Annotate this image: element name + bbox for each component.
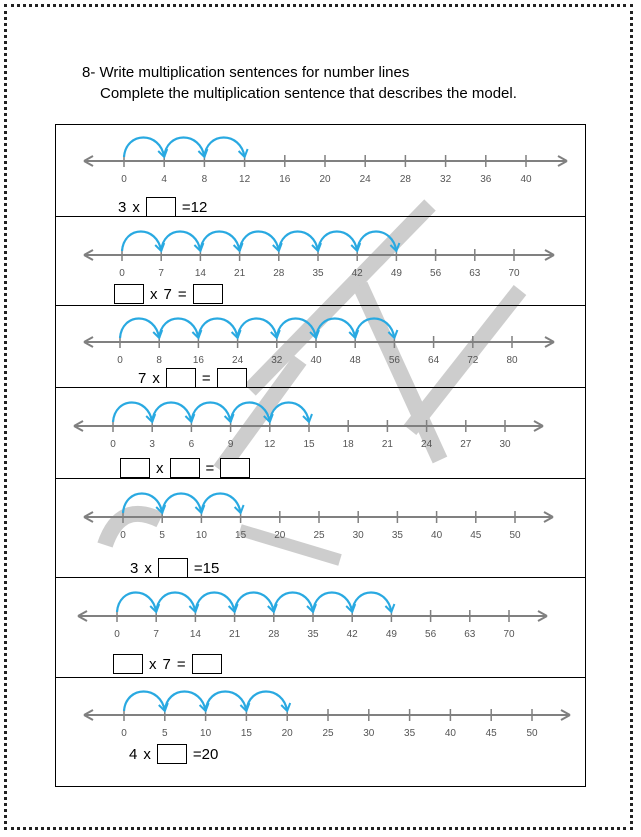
tick-label: 24 xyxy=(232,355,244,366)
tick-label: 20 xyxy=(281,728,293,739)
jump-arc xyxy=(274,593,313,613)
jump-arc xyxy=(231,403,270,423)
sentence-text: 4 xyxy=(129,745,138,763)
tick-label: 16 xyxy=(192,355,204,366)
number-line-row xyxy=(56,217,585,306)
jump-arc xyxy=(161,232,200,252)
tick-label: 28 xyxy=(268,629,280,640)
tick-label: 63 xyxy=(464,629,476,640)
tick-label: 12 xyxy=(264,439,276,450)
jump-arc xyxy=(159,319,198,339)
answer-box[interactable] xyxy=(192,654,222,674)
multiplication-sentence xyxy=(118,197,207,217)
tick-label: 0 xyxy=(120,530,126,541)
tick-label: 7 xyxy=(158,268,164,279)
tick-label: 30 xyxy=(499,439,511,450)
tick-label: 42 xyxy=(351,268,363,279)
answer-box[interactable] xyxy=(113,654,143,674)
sentence-text: = xyxy=(201,369,211,387)
tick-label: 35 xyxy=(307,629,319,640)
tick-label: 24 xyxy=(359,174,371,185)
tick-label: 15 xyxy=(235,530,247,541)
tick-label: 35 xyxy=(391,530,403,541)
jump-arc xyxy=(235,593,274,613)
tick-label: 63 xyxy=(469,268,481,279)
tick-label: 10 xyxy=(195,530,207,541)
tick-label: 56 xyxy=(430,268,442,279)
jump-arc xyxy=(316,319,355,339)
sentence-text: 7 xyxy=(162,655,171,673)
number-line-table xyxy=(55,124,586,787)
tick-label: 25 xyxy=(322,728,334,739)
jump-arc xyxy=(122,232,161,252)
answer-box[interactable] xyxy=(157,744,187,764)
tick-label: 0 xyxy=(119,268,125,279)
tick-label: 14 xyxy=(194,268,206,279)
tick-label: 25 xyxy=(313,530,325,541)
tick-label: 5 xyxy=(162,728,168,739)
multiplication-sentence xyxy=(113,654,222,674)
tick-label: 20 xyxy=(319,174,331,185)
jump-arc xyxy=(270,403,309,423)
answer-box[interactable] xyxy=(158,558,188,578)
tick-label: 80 xyxy=(506,355,518,366)
sentence-text: x xyxy=(149,655,157,673)
tick-label: 21 xyxy=(381,439,393,450)
tick-label: 0 xyxy=(110,439,116,450)
tick-label: 30 xyxy=(363,728,375,739)
jump-arc xyxy=(318,232,357,252)
jump-arc xyxy=(355,319,394,339)
sentence-text: =15 xyxy=(193,559,220,577)
tick-label: 72 xyxy=(467,355,479,366)
tick-label: 15 xyxy=(303,439,315,450)
jump-arc xyxy=(198,319,237,339)
number-line-row xyxy=(56,578,585,678)
tick-label: 12 xyxy=(239,174,251,185)
instruction-subtitle: Complete the multiplication sentence that describes the model. xyxy=(100,85,517,102)
sentence-text: = xyxy=(177,285,187,303)
number-line-row xyxy=(56,678,585,788)
tick-label: 4 xyxy=(161,174,167,185)
sentence-text: x xyxy=(132,198,140,216)
answer-box[interactable] xyxy=(120,458,150,478)
jump-arc xyxy=(206,692,247,712)
tick-label: 0 xyxy=(121,728,127,739)
jump-arc xyxy=(204,138,244,158)
tick-label: 40 xyxy=(444,728,456,739)
jump-arc xyxy=(277,319,316,339)
jump-arc xyxy=(113,403,152,423)
sentence-text: =12 xyxy=(181,198,208,216)
jump-arc xyxy=(124,692,165,712)
tick-label: 70 xyxy=(508,268,520,279)
jump-arc xyxy=(165,692,206,712)
tick-label: 50 xyxy=(526,728,538,739)
jump-arc xyxy=(238,319,277,339)
tick-label: 21 xyxy=(234,268,246,279)
answer-box[interactable] xyxy=(166,368,196,388)
tick-label: 3 xyxy=(149,439,155,450)
tick-label: 0 xyxy=(117,355,123,366)
sentence-text: x xyxy=(143,745,151,763)
sentence-text: 7 xyxy=(138,369,147,387)
tick-label: 42 xyxy=(346,629,358,640)
number-line xyxy=(56,678,585,788)
multiplication-sentence xyxy=(130,558,219,578)
tick-label: 10 xyxy=(200,728,212,739)
answer-box[interactable] xyxy=(217,368,247,388)
jump-arc xyxy=(357,232,396,252)
tick-label: 30 xyxy=(352,530,364,541)
answer-box[interactable] xyxy=(170,458,200,478)
sentence-text: 7 xyxy=(163,285,172,303)
jump-arc xyxy=(123,494,162,514)
tick-label: 8 xyxy=(156,355,162,366)
tick-label: 8 xyxy=(201,174,208,185)
tick-label: 40 xyxy=(431,530,443,541)
answer-box[interactable] xyxy=(146,197,176,217)
jump-arc xyxy=(201,494,240,514)
multiplication-sentence xyxy=(120,458,250,478)
tick-label: 0 xyxy=(121,174,127,185)
jump-arc xyxy=(246,692,287,712)
jump-arc xyxy=(120,319,159,339)
jump-arc xyxy=(117,593,156,613)
tick-label: 56 xyxy=(425,629,437,640)
sentence-text: = xyxy=(176,655,186,673)
jump-arc xyxy=(124,138,164,158)
tick-label: 9 xyxy=(227,439,234,450)
tick-label: 70 xyxy=(503,629,515,640)
tick-label: 50 xyxy=(509,530,521,541)
sentence-text: x xyxy=(150,285,158,303)
tick-label: 49 xyxy=(390,268,402,279)
tick-label: 45 xyxy=(485,728,497,739)
tick-label: 28 xyxy=(399,174,411,185)
jump-arc xyxy=(195,593,234,613)
number-line-row xyxy=(56,479,585,578)
tick-label: 5 xyxy=(159,530,165,541)
tick-label: 6 xyxy=(188,439,195,450)
tick-label: 40 xyxy=(520,174,532,185)
jump-arc xyxy=(352,593,391,613)
tick-label: 15 xyxy=(240,728,252,739)
sentence-text: x xyxy=(144,559,152,577)
tick-label: 32 xyxy=(271,355,283,366)
sentence-text: = xyxy=(205,459,215,477)
multiplication-sentence xyxy=(138,368,247,388)
sentence-text: x xyxy=(152,369,160,387)
answer-box[interactable] xyxy=(220,458,250,478)
jump-arc xyxy=(156,593,195,613)
number-line-row xyxy=(56,388,585,479)
jump-arc xyxy=(240,232,279,252)
jump-arc xyxy=(152,403,191,423)
tick-label: 35 xyxy=(312,268,324,279)
multiplication-sentence xyxy=(114,284,223,304)
answer-box[interactable] xyxy=(193,284,223,304)
tick-label: 36 xyxy=(480,174,492,185)
tick-label: 49 xyxy=(385,629,397,640)
tick-label: 7 xyxy=(153,629,159,640)
tick-label: 18 xyxy=(342,439,354,450)
tick-label: 28 xyxy=(273,268,285,279)
number-line xyxy=(56,306,585,388)
tick-label: 40 xyxy=(310,355,322,366)
multiplication-sentence xyxy=(129,744,218,764)
jump-arc xyxy=(200,232,239,252)
tick-label: 24 xyxy=(421,439,433,450)
tick-label: 35 xyxy=(404,728,416,739)
number-line-row xyxy=(56,125,585,217)
tick-label: 64 xyxy=(428,355,440,366)
tick-label: 16 xyxy=(279,174,291,185)
tick-label: 32 xyxy=(440,174,452,185)
sentence-text: x xyxy=(156,459,164,477)
tick-label: 20 xyxy=(274,530,286,541)
sentence-text: 3 xyxy=(130,559,139,577)
jump-arc xyxy=(191,403,230,423)
jump-arc xyxy=(313,593,352,613)
tick-label: 48 xyxy=(349,355,361,366)
instructions xyxy=(82,62,517,104)
jump-arc xyxy=(279,232,318,252)
answer-box[interactable] xyxy=(114,284,144,304)
number-line-row xyxy=(56,306,585,388)
tick-label: 21 xyxy=(229,629,241,640)
tick-label: 27 xyxy=(460,439,472,450)
tick-label: 14 xyxy=(189,629,201,640)
tick-label: 0 xyxy=(114,629,120,640)
jump-arc xyxy=(164,138,204,158)
tick-label: 45 xyxy=(470,530,482,541)
sentence-text: 3 xyxy=(118,198,127,216)
instruction-title: 8- Write multiplication sentences for number lines xyxy=(82,64,410,81)
tick-label: 56 xyxy=(388,355,400,366)
sentence-text: =20 xyxy=(192,745,219,763)
jump-arc xyxy=(162,494,201,514)
